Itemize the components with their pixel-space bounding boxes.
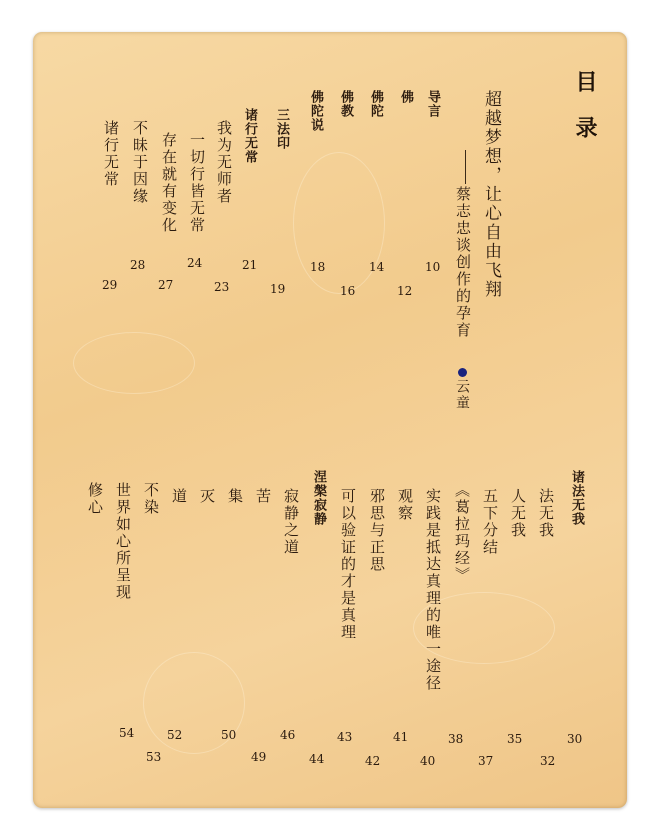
toc-item-label[interactable]: 法无我 xyxy=(537,488,555,539)
toc-item-label[interactable]: 诸法无我 xyxy=(569,470,584,526)
page-number: 38 xyxy=(448,732,464,746)
toc-item-label[interactable]: 道 xyxy=(170,488,188,505)
toc-item-label[interactable]: 佛教 xyxy=(338,90,353,118)
page-number: 21 xyxy=(242,258,258,272)
toc-item-label[interactable]: 五下分结 xyxy=(481,488,499,556)
intro-title: 超越梦想，让心自由飞翔 xyxy=(481,90,501,299)
page-number: 42 xyxy=(365,754,381,768)
page-number: 50 xyxy=(221,728,237,742)
page-number: 52 xyxy=(167,728,183,742)
page-number: 29 xyxy=(102,278,118,292)
toc-item-label[interactable]: 人无我 xyxy=(509,488,527,539)
toc-item-label[interactable]: 修心 xyxy=(86,482,104,516)
toc-item-label[interactable]: 不昧于因缘 xyxy=(131,120,149,205)
toc-item-label[interactable]: 我为无师者 xyxy=(215,120,233,205)
page-number: 41 xyxy=(393,730,409,744)
toc-item-label[interactable]: 苦 xyxy=(254,488,272,505)
toc-item-label[interactable]: 可以验证的才是真理 xyxy=(339,488,357,641)
toc-item-label[interactable]: 灭 xyxy=(198,488,216,505)
toc-heading-intro: 导言 xyxy=(425,90,440,118)
intro-subtitle: 蔡志忠谈创作的孕育 xyxy=(454,186,472,339)
page-number: 18 xyxy=(310,260,326,274)
toc-item-label[interactable]: 集 xyxy=(226,488,244,505)
toc-item-label[interactable]: 实践是抵达真理的唯一途径 xyxy=(424,488,442,692)
intro-author: 云童 xyxy=(454,379,470,411)
page-number: 53 xyxy=(146,750,162,764)
page-number: 40 xyxy=(420,754,436,768)
toc-item-label[interactable]: 寂静之道 xyxy=(282,488,300,556)
page-number: 24 xyxy=(187,256,203,270)
toc-item-label[interactable]: 《葛拉玛经》 xyxy=(453,482,471,584)
page-number: 49 xyxy=(251,750,267,764)
page-number: 12 xyxy=(397,284,413,298)
page-number: 10 xyxy=(425,260,441,274)
page-number: 14 xyxy=(369,260,385,274)
paper-texture xyxy=(73,332,195,394)
toc-item-label[interactable]: 诸行无常 xyxy=(102,120,120,188)
page-number: 23 xyxy=(214,280,230,294)
page-number: 27 xyxy=(158,278,174,292)
page-number: 30 xyxy=(567,732,583,746)
page-number: 28 xyxy=(130,258,146,272)
page-number: 19 xyxy=(270,282,286,296)
toc-item-label[interactable]: 三法印 xyxy=(274,108,289,150)
toc-item-label[interactable]: 佛陀 xyxy=(368,90,383,118)
toc-item-label[interactable]: 不染 xyxy=(142,482,160,516)
paper-page xyxy=(33,32,627,808)
dash-line xyxy=(465,150,466,184)
toc-item-label[interactable]: 存在就有变化 xyxy=(160,132,178,234)
page-number: 35 xyxy=(507,732,523,746)
page-number: 43 xyxy=(337,730,353,744)
toc-item-label[interactable]: 邪思与正思 xyxy=(368,488,386,573)
toc-title: 目录 xyxy=(572,70,597,162)
toc-item-label[interactable]: 佛陀说 xyxy=(308,90,323,132)
toc-item-label[interactable]: 诸行无常 xyxy=(242,108,257,164)
toc-item-label[interactable]: 佛 xyxy=(398,90,413,104)
page-number: 54 xyxy=(119,726,135,740)
page-number: 32 xyxy=(540,754,556,768)
toc-item-label[interactable]: 世界如心所呈现 xyxy=(114,482,132,601)
toc-item-label[interactable]: 涅槃寂静 xyxy=(311,470,326,526)
page-number: 46 xyxy=(280,728,296,742)
page-number: 44 xyxy=(309,752,325,766)
page-number: 16 xyxy=(340,284,356,298)
page-number: 37 xyxy=(478,754,494,768)
toc-item-label[interactable]: 观察 xyxy=(396,488,414,522)
bullet-icon xyxy=(458,368,467,377)
toc-item-label[interactable]: 一切行皆无常 xyxy=(188,132,206,234)
